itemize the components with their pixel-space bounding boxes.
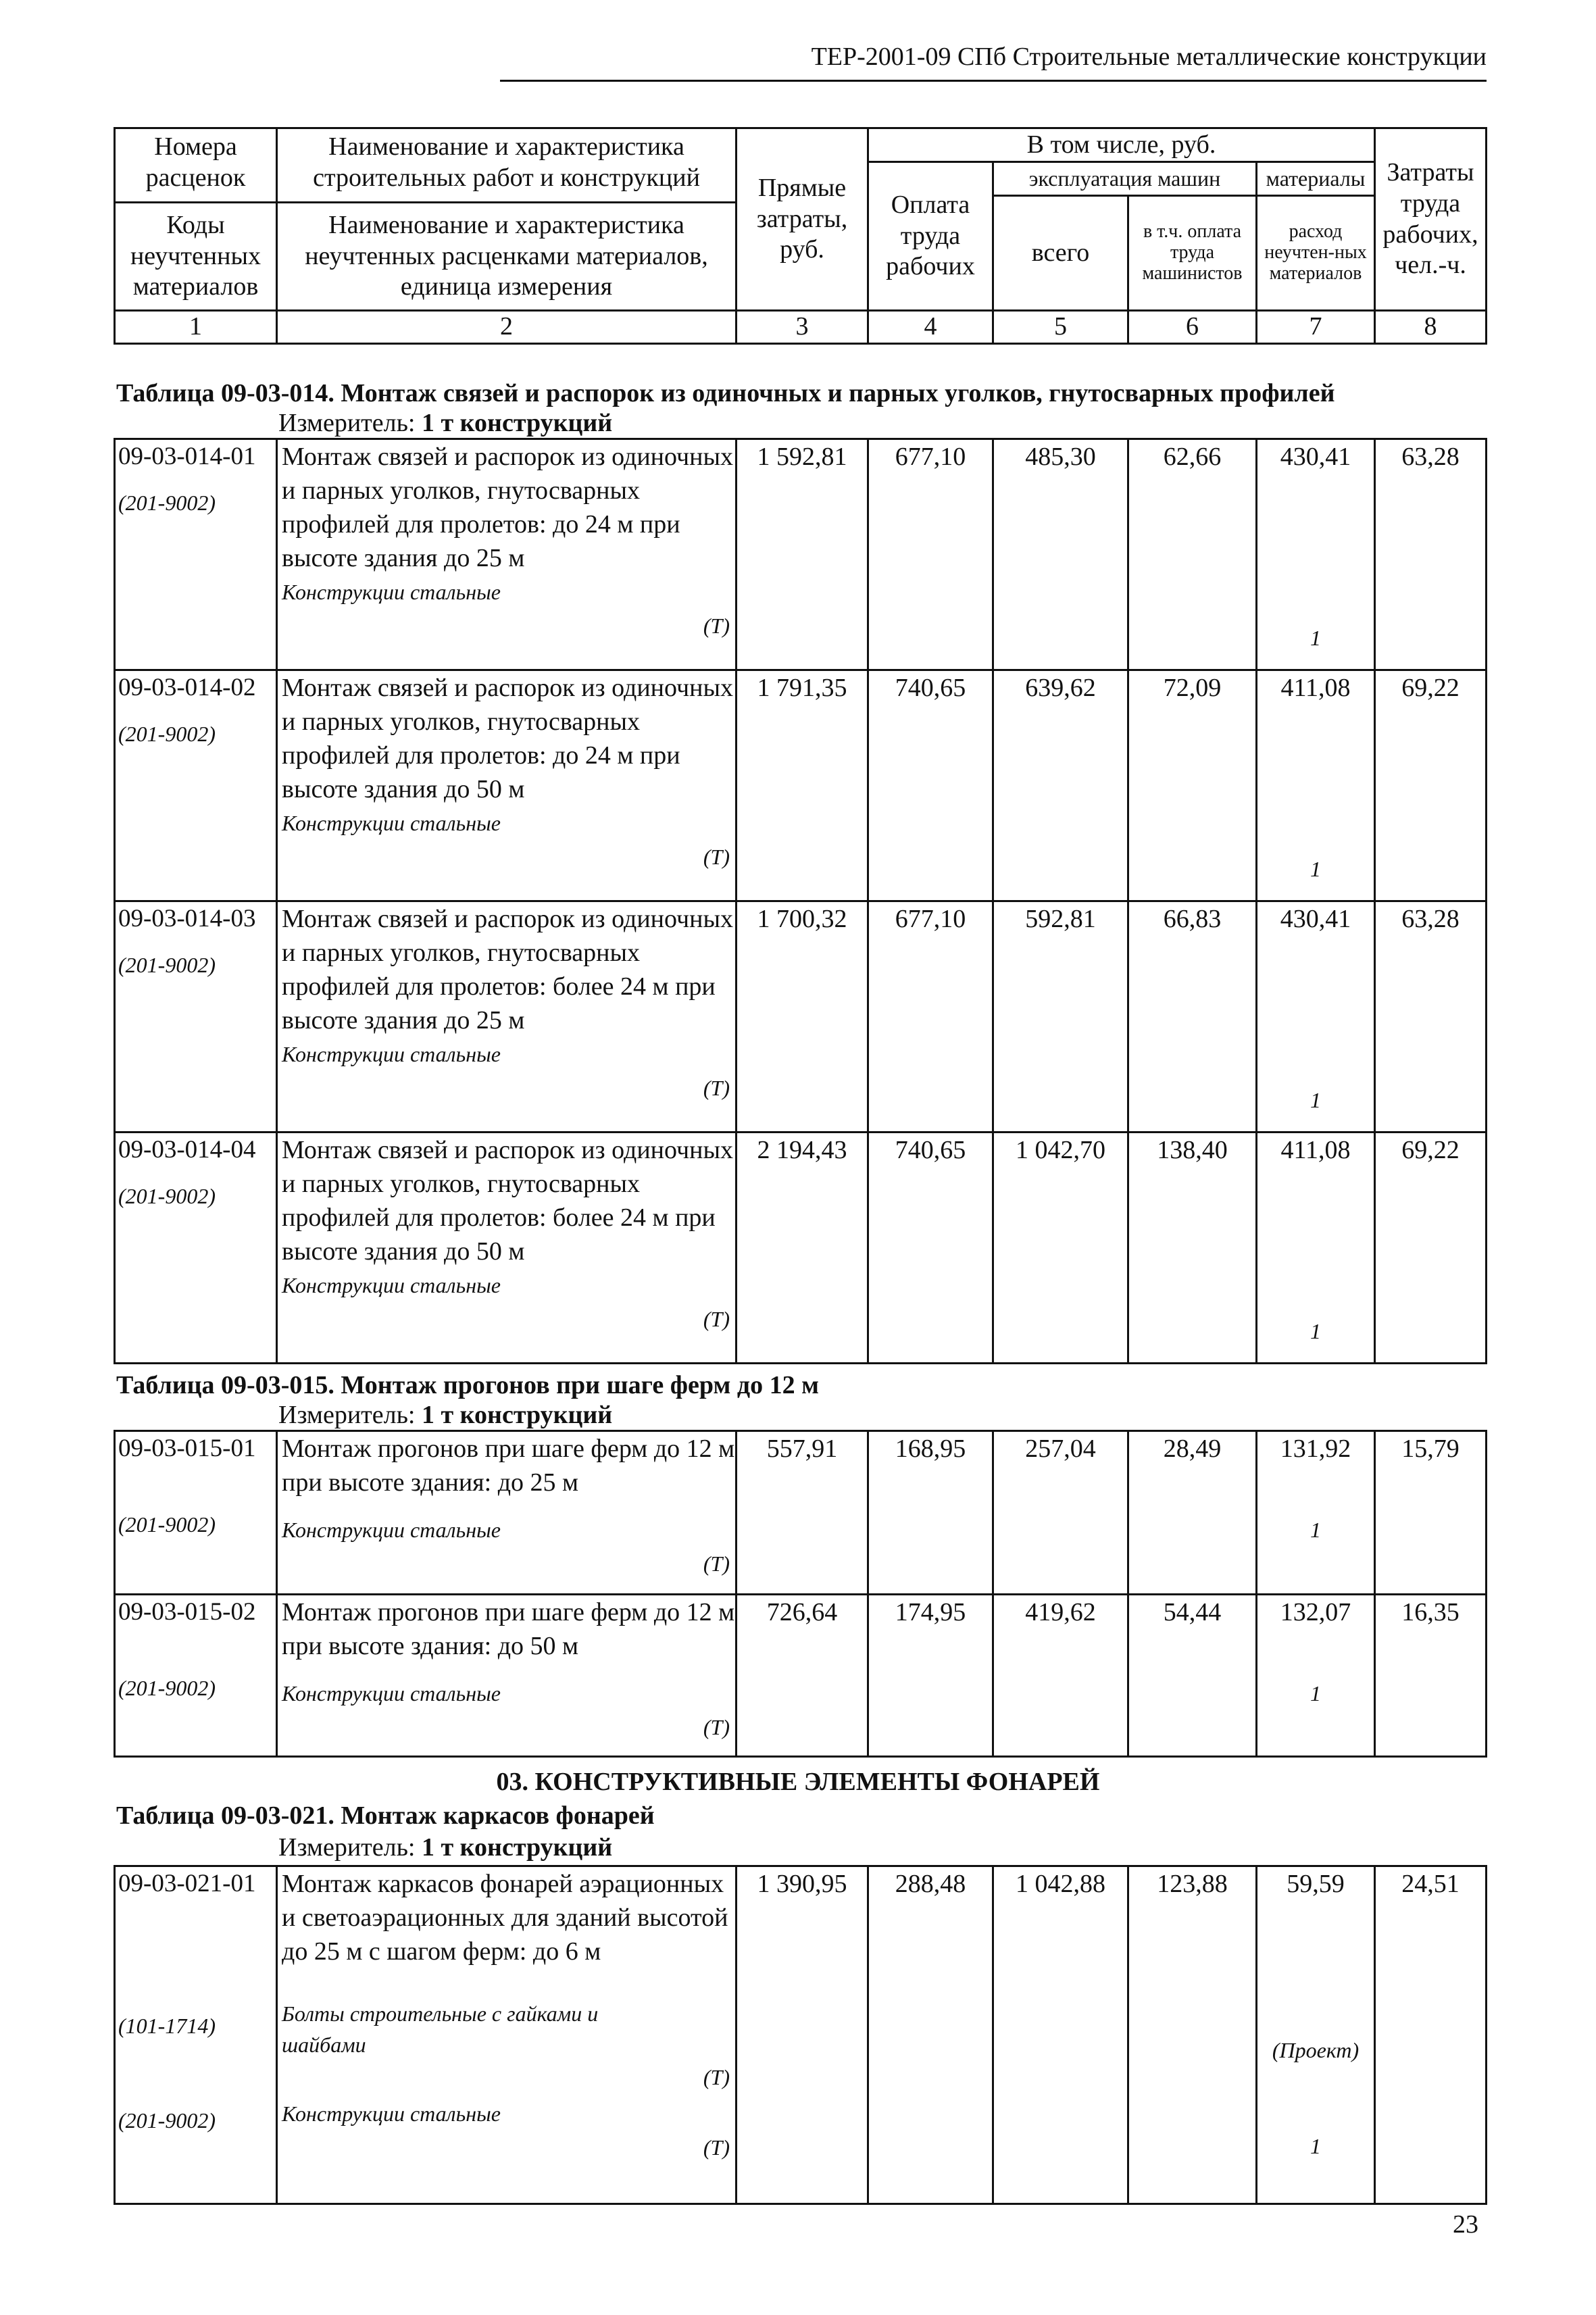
labor-hours: 15,79 [1375, 1431, 1487, 1595]
rate-name: Монтаж прогонов при шаге ферм до 12 м при высоте здания: до 50 м [282, 1598, 735, 1660]
direct-cost: 557,91 [737, 1431, 868, 1595]
table-caption: Таблица 09-03-021. Монтаж каркасов фонарей [116, 1801, 655, 1830]
t-mark: (Т) [703, 2065, 730, 2089]
rate-name-cell [277, 1431, 737, 1595]
material-qty: 1 [1310, 1088, 1321, 1112]
machinist-labor-cost: 54,44 [1128, 1595, 1257, 1757]
rate-code: 09-03-014-02 [118, 674, 256, 701]
material-name: Конструкции стальные [282, 1042, 501, 1066]
table-meter [278, 408, 612, 438]
table-row [115, 670, 1487, 901]
machine-cost: 257,04 [993, 1431, 1128, 1595]
col-header-2-bottom: Наименование и характеристика неучтенных расценками материалов, единица измерения [277, 203, 737, 311]
col-header-codes [115, 128, 277, 203]
machine-cost: 1 042,70 [993, 1132, 1128, 1364]
col-header-mat-qty: расход неучтен-ных материалов [1257, 196, 1375, 311]
material-code: (201-9002) [118, 1184, 216, 1208]
col-header-group: В том числе, руб. [868, 128, 1375, 162]
col-number-5: 5 [993, 311, 1128, 344]
labor-hours: 63,28 [1375, 439, 1487, 670]
direct-cost: 2 194,43 [737, 1132, 868, 1364]
col-number-1: 1 [115, 311, 277, 344]
materials-cost-cell [1257, 1866, 1375, 2204]
col-header-mach-labor: в т.ч. оплата труда машинистов [1128, 196, 1257, 311]
t-mark: (Т) [703, 1076, 730, 1100]
materials-cost: 131,92 [1280, 1435, 1351, 1463]
rate-code: 09-03-014-01 [118, 443, 256, 470]
direct-cost: 726,64 [737, 1595, 868, 1757]
rate-name: Монтаж связей и распорок из одиночных и парных уголков, гнутосварных профилей для пролетов: более 24 м при высоте здания до 50 м [282, 1136, 733, 1266]
column-header-table [114, 127, 1487, 345]
material-name: Конструкции стальные [282, 811, 501, 835]
table-row [115, 1132, 1487, 1364]
rate-name: Монтаж связей и распорок из одиночных и парных уголков, гнутосварных профилей для пролетов: до 24 м при высоте здания до 50 м [282, 674, 733, 803]
col-header-1-bottom: Коды неучтенных материалов [115, 203, 277, 311]
rate-code: 09-03-015-02 [118, 1598, 256, 1626]
meter-value: 1 т конструкций [422, 1833, 613, 1862]
machinist-labor-cost: 66,83 [1128, 901, 1257, 1132]
meter-value: 1 т конструкций [422, 1401, 613, 1429]
labor-cost: 174,95 [868, 1595, 993, 1757]
col-header-2-top: Наименование и характеристика строительных работ и конструкций [313, 132, 700, 192]
rate-code-cell [115, 1132, 277, 1364]
labor-cost: 168,95 [868, 1431, 993, 1595]
col-header-machines: эксплуатация машин [993, 162, 1257, 196]
table-caption: Таблица 09-03-014. Монтаж связей и распорок из одиночных и парных уголков, гнутосварных профилей [116, 379, 1335, 407]
material-qty: 1 [1310, 1319, 1321, 1343]
rates-table-021 [114, 1865, 1487, 2205]
col-header-labor: Оплата труда рабочих [868, 162, 993, 311]
labor-cost: 288,48 [868, 1866, 993, 2204]
machinist-labor-cost: 62,66 [1128, 439, 1257, 670]
machine-cost: 1 042,88 [993, 1866, 1128, 2204]
col-header-hours: Затраты труда рабочих, чел.-ч. [1375, 128, 1487, 311]
material-name: Конструкции стальные [282, 1518, 501, 1542]
table-row [115, 439, 1487, 670]
rate-name-cell [277, 670, 737, 901]
materials-cost: 411,08 [1280, 674, 1351, 702]
rate-code-cell [115, 1866, 277, 2204]
material-qty: 1 [1310, 626, 1321, 650]
materials-cost: 132,07 [1280, 1598, 1351, 1626]
rate-name-cell [277, 901, 737, 1132]
meter-label: Измеритель: [278, 1833, 416, 1862]
col-number-2: 2 [277, 311, 737, 344]
meter-value: 1 т конструкций [422, 409, 613, 437]
meter-label: Измеритель: [278, 1401, 416, 1429]
labor-cost: 677,10 [868, 439, 993, 670]
rate-code-cell [115, 1431, 277, 1595]
material-code: (101-1714) [118, 2014, 216, 2038]
materials-cost-cell [1257, 901, 1375, 1132]
labor-hours: 63,28 [1375, 901, 1487, 1132]
direct-cost: 1 700,32 [737, 901, 868, 1132]
material-name: Болты строительные с гайками и шайбами [282, 2001, 599, 2057]
page-header: ТЕР-2001-09 СПб Строительные металлические конструкции [500, 42, 1487, 82]
material-code: (201-9002) [118, 491, 216, 515]
t-mark: (Т) [703, 1551, 730, 1576]
machine-cost: 639,62 [993, 670, 1128, 901]
rate-code: 09-03-014-04 [118, 1136, 256, 1164]
labor-hours: 69,22 [1375, 670, 1487, 901]
materials-cost-cell [1257, 439, 1375, 670]
col-header-direct: Прямые затраты, руб. [737, 128, 868, 311]
material-code: (201-9002) [118, 1512, 216, 1537]
direct-cost: 1 592,81 [737, 439, 868, 670]
t-mark: (Т) [703, 1715, 730, 1739]
col-number-4: 4 [868, 311, 993, 344]
machinist-labor-cost: 138,40 [1128, 1132, 1257, 1364]
labor-cost: 740,65 [868, 670, 993, 901]
material-code: (201-9002) [118, 1676, 216, 1700]
machinist-labor-cost: 28,49 [1128, 1431, 1257, 1595]
material-qty: 1 [1310, 1681, 1321, 1706]
rate-code-cell [115, 670, 277, 901]
col-number-8: 8 [1375, 311, 1487, 344]
rate-name-cell [277, 1132, 737, 1364]
rate-name-cell [277, 1866, 737, 2204]
rate-name: Монтаж связей и распорок из одиночных и парных уголков, гнутосварных профилей для пролетов: до 24 м при высоте здания до 25 м [282, 443, 733, 572]
direct-cost: 1 390,95 [737, 1866, 868, 2204]
labor-hours: 69,22 [1375, 1132, 1487, 1364]
material-qty: 1 [1310, 1518, 1321, 1542]
materials-cost: 430,41 [1280, 443, 1351, 471]
table-meter [278, 1400, 612, 1430]
page-number: 23 [1453, 2210, 1478, 2239]
material-name: Конструкции стальные [282, 1681, 501, 1706]
col-number-3: 3 [737, 311, 868, 344]
col-header-1-top: Номера расценок [145, 132, 246, 192]
rate-code-cell [115, 1595, 277, 1757]
labor-cost: 740,65 [868, 1132, 993, 1364]
material-name-2: Конструкции стальные [282, 2101, 501, 2126]
materials-cost-cell [1257, 1431, 1375, 1595]
materials-cost-cell [1257, 1132, 1375, 1364]
table-row [115, 1431, 1487, 1595]
materials-cost: 59,59 [1287, 1870, 1345, 1898]
t-mark: (Т) [703, 845, 730, 869]
rate-code-cell [115, 439, 277, 670]
material-code-2: (201-9002) [118, 2108, 216, 2133]
rate-name-cell [277, 1595, 737, 1757]
col-number-7: 7 [1257, 311, 1375, 344]
rate-code: 09-03-014-03 [118, 905, 256, 932]
rate-code: 09-03-021-01 [118, 1870, 256, 1897]
meter-label: Измеритель: [278, 409, 416, 437]
table-row [115, 1595, 1487, 1757]
material-code: (201-9002) [118, 722, 216, 746]
materials-cost-cell [1257, 670, 1375, 901]
labor-cost: 677,10 [868, 901, 993, 1132]
table-row [115, 1866, 1487, 2204]
rate-name-cell [277, 439, 737, 670]
material-code: (201-9002) [118, 953, 216, 977]
material-name: Конструкции стальные [282, 1273, 501, 1297]
material-qty: 1 [1310, 857, 1321, 881]
rate-name: Монтаж прогонов при шаге ферм до 12 м при высоте здания: до 25 м [282, 1435, 735, 1497]
section-title: 03. КОНСТРУКТИВНЫЕ ЭЛЕМЕНТЫ ФОНАРЕЙ [496, 1768, 1100, 1796]
col-header-materials: материалы [1257, 162, 1375, 196]
rates-table-015 [114, 1430, 1487, 1758]
materials-cost: 430,41 [1280, 905, 1351, 933]
t-mark: (Т) [703, 2135, 730, 2160]
material-name: Конструкции стальные [282, 580, 501, 604]
col-header-mach-total: всего [993, 196, 1128, 311]
t-mark: (Т) [703, 1307, 730, 1331]
machine-cost: 592,81 [993, 901, 1128, 1132]
direct-cost: 1 791,35 [737, 670, 868, 901]
rate-code-cell [115, 901, 277, 1132]
t-mark: (Т) [703, 614, 730, 638]
col-number-6: 6 [1128, 311, 1257, 344]
machine-cost: 419,62 [993, 1595, 1128, 1757]
materials-cost-cell [1257, 1595, 1375, 1757]
table-meter [278, 1833, 612, 1862]
labor-hours: 24,51 [1375, 1866, 1487, 2204]
col-header-names [277, 128, 737, 203]
machinist-labor-cost: 72,09 [1128, 670, 1257, 901]
labor-hours: 16,35 [1375, 1595, 1487, 1757]
machine-cost: 485,30 [993, 439, 1128, 670]
table-row [115, 901, 1487, 1132]
rate-code: 09-03-015-01 [118, 1435, 256, 1462]
machinist-labor-cost: 123,88 [1128, 1866, 1257, 2204]
rate-name: Монтаж связей и распорок из одиночных и парных уголков, гнутосварных профилей для пролетов: более 24 м при высоте здания до 25 м [282, 905, 733, 1035]
material-qty-2: 1 [1310, 2134, 1321, 2158]
materials-cost: 411,08 [1280, 1136, 1351, 1164]
rate-name: Монтаж каркасов фонарей аэрационных и светоаэрационных для зданий высотой до 25 м с шагом ферм: до 6 м [282, 1870, 728, 1966]
rates-table-014 [114, 438, 1487, 1364]
table-caption: Таблица 09-03-015. Монтаж прогонов при шаге ферм до 12 м [116, 1371, 819, 1399]
material-qty: (Проект) [1272, 2038, 1360, 2062]
